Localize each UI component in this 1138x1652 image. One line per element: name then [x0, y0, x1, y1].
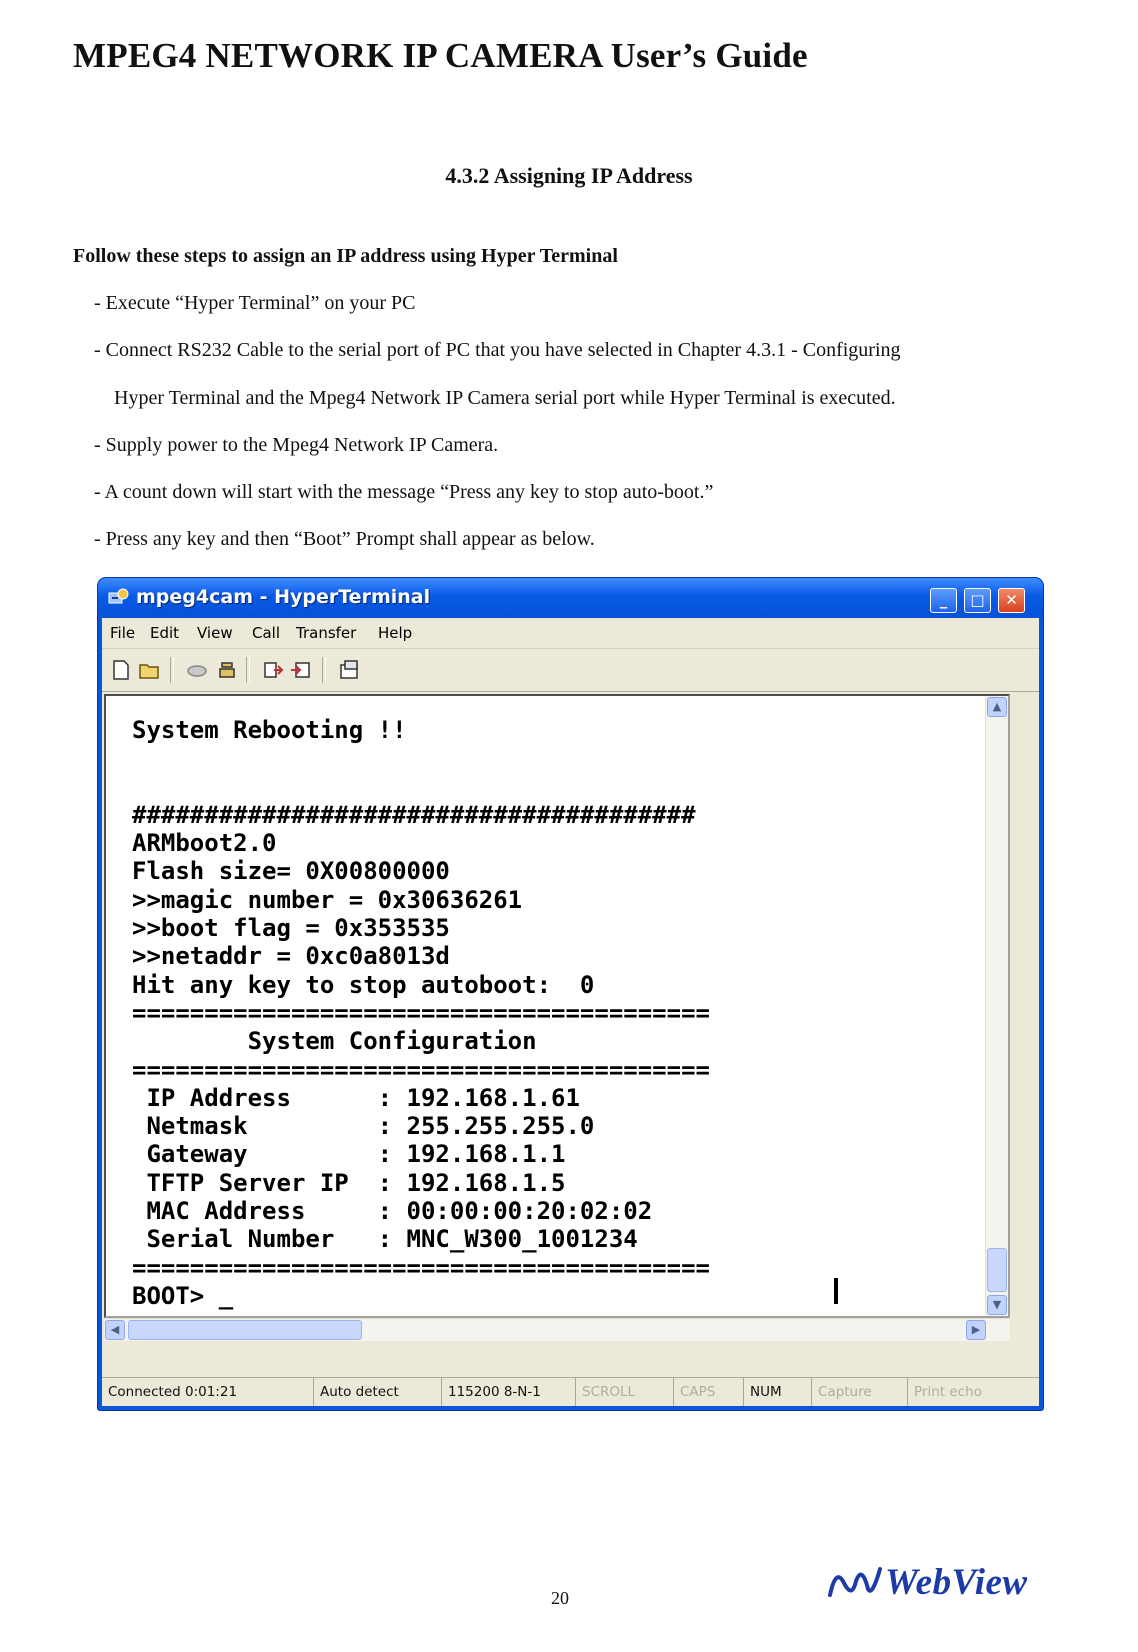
webview-logo-mark-icon: [826, 1561, 886, 1603]
terminal-line: Flash size= 0X00800000: [132, 857, 450, 886]
step-connect-continued: Hyper Terminal and the Mpeg4 Network IP Camera serial port while Hyper Terminal is executed.: [114, 387, 896, 409]
terminal-line: System Rebooting !!: [132, 716, 407, 744]
scroll-up-arrow-icon[interactable]: ▲: [987, 697, 1007, 717]
terminal-line: Serial Number : MNC_W300_1001234: [132, 1225, 638, 1254]
terminal-line: [132, 744, 710, 772]
terminal-line: Netmask : 255.255.255.0: [132, 1112, 595, 1141]
dial-icon[interactable]: [216, 659, 238, 681]
vertical-scroll-thumb[interactable]: [987, 1248, 1007, 1292]
menu-edit[interactable]: Edit: [150, 624, 180, 642]
open-icon[interactable]: [138, 659, 160, 681]
hyperterminal-app-icon: [108, 588, 130, 606]
send-icon[interactable]: [262, 659, 284, 681]
terminal-line: >>boot flag = 0x353535: [132, 914, 450, 943]
steps-intro: Follow these steps to assign an IP address using Hyper Terminal: [73, 245, 618, 267]
toolbar-separator: [322, 657, 326, 683]
hyperterminal-window: [98, 578, 1043, 1410]
terminal-line: System Configuration: [132, 1027, 537, 1056]
terminal-line: ARMboot2.0: [132, 829, 277, 858]
properties-icon[interactable]: [338, 659, 360, 681]
boot-prompt: BOOT> _: [132, 1281, 234, 1310]
new-icon[interactable]: [110, 659, 132, 681]
step-supply-power: - Supply power to the Mpeg4 Network IP Camera.: [94, 434, 499, 456]
terminal-line: ========================================: [132, 1253, 710, 1282]
terminal-line: ========================================: [132, 998, 710, 1027]
webview-logo: [826, 1561, 1046, 1603]
step-execute: - Execute “Hyper Terminal” on your PC: [94, 292, 416, 314]
webview-logo-text: WebView: [885, 1562, 1028, 1603]
menu-file[interactable]: File: [110, 624, 136, 642]
terminal-line: [132, 773, 710, 801]
terminal-line: ========================================: [132, 1055, 710, 1084]
terminal-line: MAC Address : 00:00:00:20:02:02: [132, 1197, 653, 1226]
disconnect-icon[interactable]: [186, 659, 208, 681]
status-connected: Connected 0:01:21: [102, 1378, 314, 1406]
document-title: MPEG4 NETWORK IP CAMERA User’s Guide: [73, 36, 808, 75]
terminal-screen[interactable]: [104, 694, 1010, 1318]
status-num: NUM: [744, 1378, 812, 1406]
menu-transfer[interactable]: Transfer: [296, 624, 357, 642]
terminal-line: #######################################: [132, 800, 696, 829]
menu-help[interactable]: Help: [378, 624, 413, 642]
status-port-settings: 115200 8-N-1: [442, 1378, 576, 1406]
window-title: mpeg4cam - HyperTerminal: [136, 586, 431, 608]
terminal-line: Gateway : 192.168.1.1: [132, 1140, 566, 1169]
page-number: 20: [551, 1588, 569, 1608]
scroll-right-arrow-icon[interactable]: ▶: [966, 1320, 986, 1340]
step-connect: - Connect RS232 Cable to the serial port of PC that you have selected in Chapter 4.3.1 - Configuring: [94, 339, 901, 361]
status-bar: [102, 1377, 1039, 1406]
terminal-line: IP Address : 192.168.1.61: [132, 1083, 580, 1112]
text-cursor: [834, 1278, 838, 1304]
status-auto-detect: Auto detect: [314, 1378, 442, 1406]
step-press-key: - Press any key and then “Boot” Prompt shall appear as below.: [94, 528, 595, 550]
receive-icon[interactable]: [290, 659, 312, 681]
terminal-line: Hit any key to stop autoboot: 0: [132, 970, 595, 999]
toolbar-separator: [170, 657, 174, 683]
maximize-button[interactable]: □: [964, 588, 991, 613]
window-client-area: [102, 618, 1039, 1406]
scroll-left-arrow-icon[interactable]: ◀: [105, 1320, 125, 1340]
step-countdown: - A count down will start with the message “Press any key to stop auto-boot.”: [94, 481, 714, 503]
status-scroll: SCROLL: [576, 1378, 674, 1406]
section-heading: 4.3.2 Assigning IP Address: [445, 163, 693, 188]
menu-view[interactable]: View: [197, 624, 233, 642]
minimize-button[interactable]: _: [930, 588, 957, 613]
terminal-line: >>magic number = 0x30636261: [132, 885, 523, 914]
status-caps: CAPS: [674, 1378, 744, 1406]
horizontal-scroll-thumb[interactable]: [128, 1320, 362, 1340]
window-titlebar[interactable]: [98, 578, 1043, 618]
close-button[interactable]: ✕: [998, 588, 1025, 613]
vertical-scrollbar[interactable]: [985, 696, 1008, 1316]
menu-bar: [102, 618, 1039, 649]
toolbar-separator: [246, 657, 250, 683]
scroll-down-arrow-icon[interactable]: ▼: [987, 1295, 1007, 1315]
terminal-output: [132, 716, 710, 1310]
terminal-line: TFTP Server IP : 192.168.1.5: [132, 1168, 566, 1197]
terminal-line: >>netaddr = 0xc0a8013d: [132, 942, 450, 971]
status-capture: Capture: [812, 1378, 908, 1406]
horizontal-scrollbar[interactable]: [104, 1318, 1010, 1341]
toolbar: [102, 649, 1039, 692]
status-print-echo: Print echo: [914, 1384, 982, 1400]
menu-call[interactable]: Call: [252, 624, 281, 642]
